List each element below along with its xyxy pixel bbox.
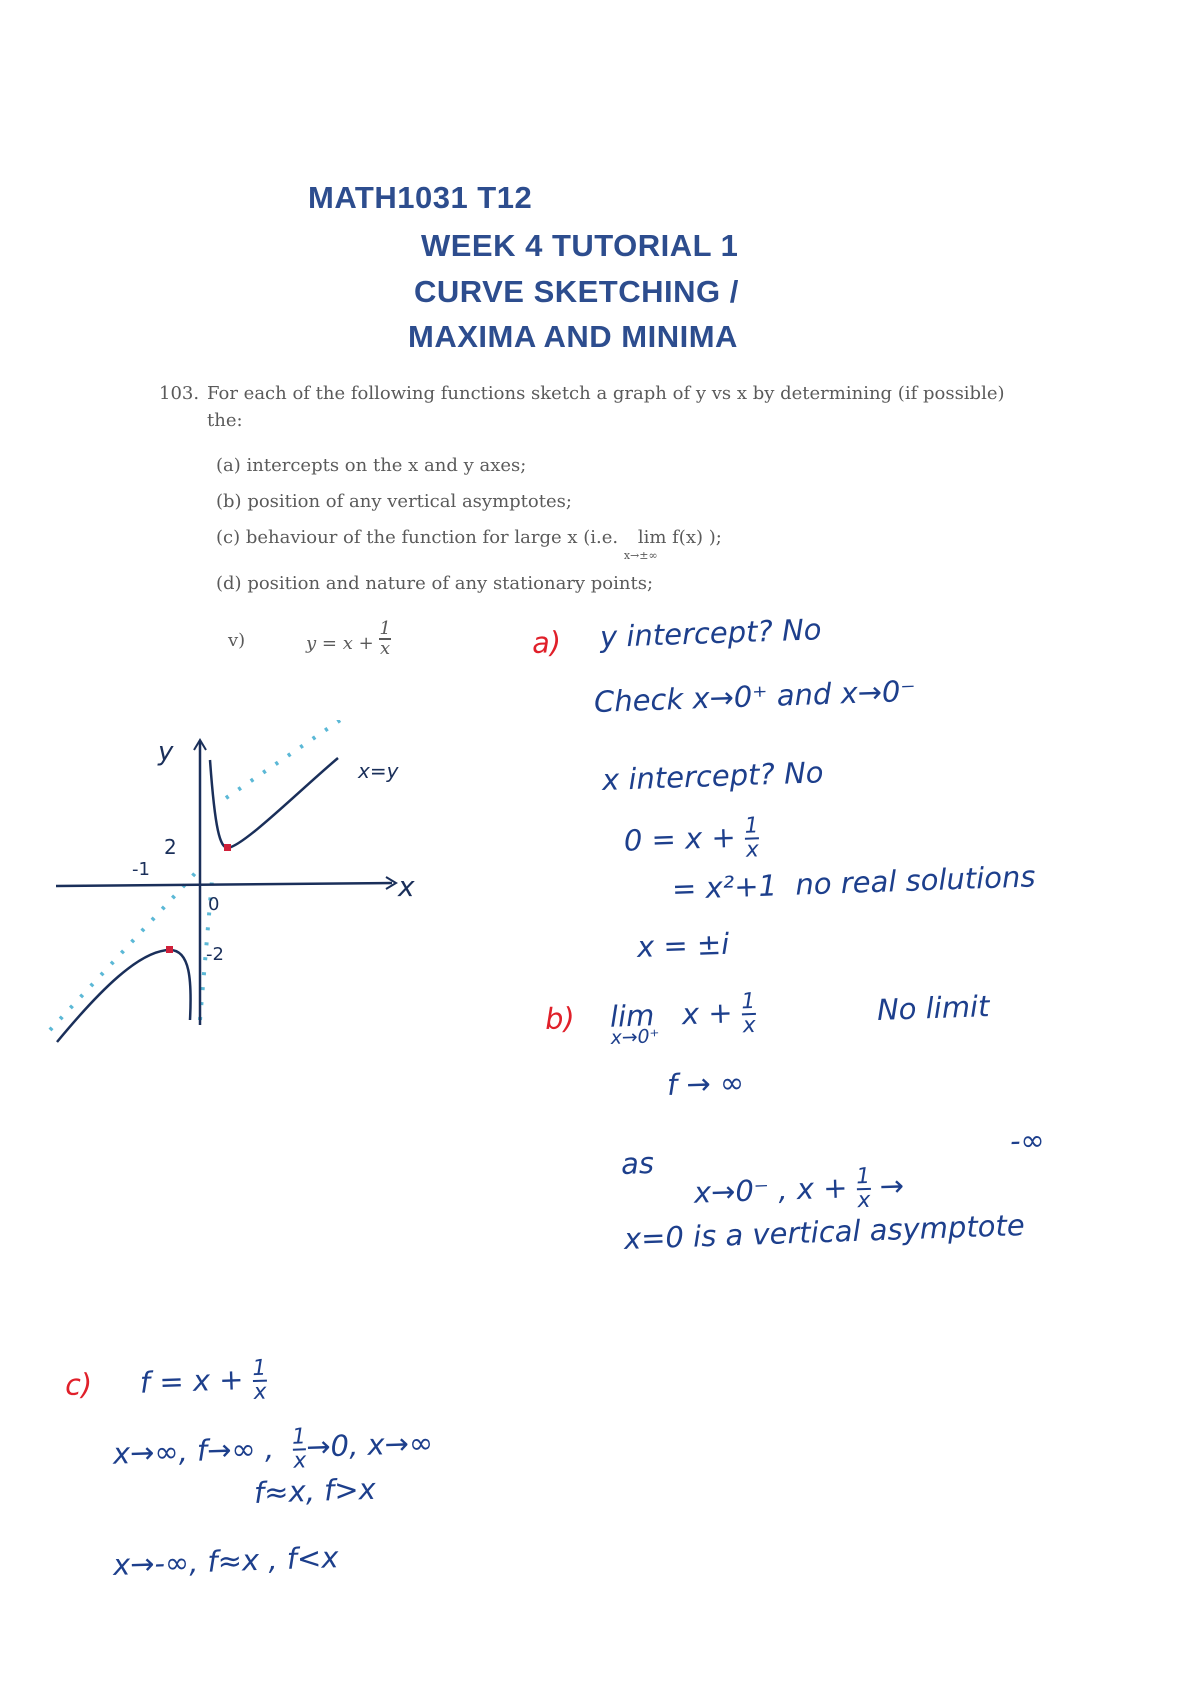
note-b5: -∞ xyxy=(1009,1122,1046,1158)
function-equation xyxy=(306,618,391,659)
problem-intro-2: the: xyxy=(207,410,243,431)
y-axis-label: y xyxy=(158,737,174,767)
item-text: position and nature of any stationary points; xyxy=(247,573,654,594)
item-label: (c) xyxy=(216,527,241,548)
note-b-label: b) xyxy=(544,1000,576,1036)
eq-text: y = x + xyxy=(306,633,374,654)
note-b7: x=0 is a vertical asymptote xyxy=(623,1208,1026,1256)
part-label: v) xyxy=(228,630,246,651)
b1-den: x xyxy=(742,1012,757,1039)
curve-sketch xyxy=(40,720,460,1060)
c1-den: x xyxy=(253,1379,267,1405)
b6-den: x xyxy=(857,1187,871,1214)
c1-fraction xyxy=(251,1355,267,1405)
topic-title-2: MAXIMA AND MINIMA xyxy=(408,319,738,354)
tick-0: 0 xyxy=(208,894,220,915)
x-axis-label: x xyxy=(398,870,415,903)
tutorial-title: WEEK 4 TUTORIAL 1 xyxy=(421,228,739,263)
item-text: intercepts on the x and y axes; xyxy=(246,455,527,476)
note-a5 xyxy=(671,859,1036,906)
local-min-point xyxy=(224,844,231,851)
b6-num: 1 xyxy=(855,1163,871,1190)
note-b3: f → ∞ xyxy=(666,1065,745,1102)
tick-neg2: -2 xyxy=(206,944,224,965)
note-a4 xyxy=(623,815,759,865)
limit-sub: x→±∞ xyxy=(623,549,658,562)
eq-num: 1 xyxy=(379,618,391,639)
note-a3: x intercept? No xyxy=(601,755,825,797)
b6-text: x→0⁻ , x + xyxy=(693,1170,848,1210)
item-text: behaviour of the function for large x (i.e. xyxy=(245,527,619,548)
item-a xyxy=(216,455,526,476)
note-c3: f≈x, f>x xyxy=(253,1471,377,1510)
item-c xyxy=(216,527,722,562)
c1-text: f = x + xyxy=(139,1362,245,1400)
a4-text: 0 = x + xyxy=(623,819,737,858)
item-b xyxy=(216,491,572,512)
c2-den: x xyxy=(292,1448,307,1474)
note-a1: y intercept? No xyxy=(599,612,823,654)
item-label: (a) xyxy=(216,455,241,476)
note-c2 xyxy=(112,1422,434,1479)
topic-title-1: CURVE SKETCHING / xyxy=(414,274,739,309)
b1-fraction xyxy=(740,988,757,1039)
a4-den: x xyxy=(745,837,760,863)
note-c4: x→-∞, f≈x , f<x xyxy=(112,1540,339,1582)
course-title: MATH1031 T12 xyxy=(308,180,533,215)
limit-expr xyxy=(623,527,722,562)
c2-end: →0, x→∞ xyxy=(305,1425,434,1464)
item-text: position of any vertical asymptotes; xyxy=(247,491,572,512)
a4-num: 1 xyxy=(744,813,759,839)
note-c1 xyxy=(139,1355,267,1408)
curve-left-branch xyxy=(57,950,191,1042)
problem-number: 103. xyxy=(159,383,200,404)
c2-num: 1 xyxy=(291,1424,307,1450)
a5-text-b: no real solutions xyxy=(794,859,1036,902)
lim-text: lim xyxy=(609,998,655,1034)
curve-right-branch xyxy=(210,758,338,848)
b1-num: 1 xyxy=(740,988,756,1015)
tick-neg1: -1 xyxy=(132,859,150,880)
note-b1 xyxy=(609,988,757,1049)
item-label: (b) xyxy=(216,491,242,512)
eq-den: x xyxy=(380,638,391,659)
b6-arrow: → xyxy=(879,1168,905,1204)
a4-fraction xyxy=(744,815,759,861)
eq-fraction xyxy=(379,620,390,658)
item-d xyxy=(216,573,653,594)
asymptote-label: x=y xyxy=(358,759,399,783)
x-axis xyxy=(56,883,392,886)
limit-text: lim f(x) ); xyxy=(637,527,722,548)
a5-text: = x²+1 xyxy=(671,868,778,906)
tick-2: 2 xyxy=(164,835,177,859)
note-b2: No limit xyxy=(876,989,990,1027)
local-max-point xyxy=(166,946,173,953)
b1-expr: x + xyxy=(681,995,734,1032)
problem-intro: For each of the following functions sketch a graph of y vs x by determining (if possible) xyxy=(207,383,1005,404)
b6-fraction xyxy=(855,1163,871,1214)
note-a6: x = ±i xyxy=(636,926,730,964)
note-b4: as xyxy=(620,1145,655,1181)
note-c-label: c) xyxy=(64,1367,93,1402)
c1-num: 1 xyxy=(251,1355,267,1382)
note-a2: Check x→0⁺ and x→0⁻ xyxy=(593,673,917,719)
lim-sub: x→0⁺ xyxy=(610,1026,660,1049)
c2-text: x→∞, f→∞ , xyxy=(112,1431,275,1471)
note-b6 xyxy=(693,1165,905,1218)
note-a-label: a) xyxy=(531,624,562,660)
item-label: (d) xyxy=(216,573,242,594)
